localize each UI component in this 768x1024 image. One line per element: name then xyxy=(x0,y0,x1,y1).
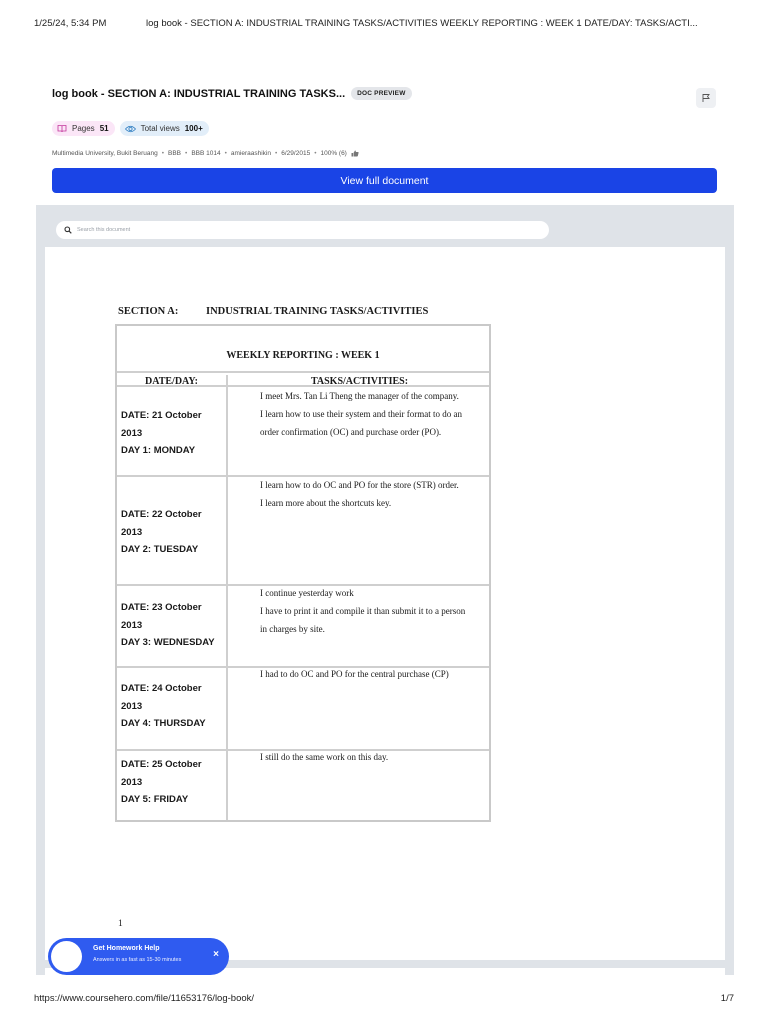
print-timestamp: 1/25/24, 5:34 PM xyxy=(34,18,107,29)
table-row-tasks xyxy=(260,665,492,683)
day-label: DAY 3: WEDNESDAY xyxy=(121,637,215,648)
date-line: DATE: 22 October xyxy=(121,509,202,520)
meta-separator: • xyxy=(274,150,278,157)
date-year: 2013 xyxy=(121,619,143,631)
doc-title: log book - SECTION A: INDUSTRIAL TRAINING TASKS... xyxy=(52,87,346,100)
document-viewer xyxy=(36,205,734,975)
doc-meta-row xyxy=(52,150,359,157)
meta-separator: • xyxy=(314,150,317,157)
section-title: INDUSTRIAL TRAINING TASKS/ACTIVITIES xyxy=(206,306,429,317)
task-line: I meet Mrs. Tan Li Theng the manager of the company. xyxy=(260,391,459,401)
pages-value: 51 xyxy=(99,124,109,133)
meta-rating: 100% (6) xyxy=(320,150,347,157)
meta-school[interactable]: Multimedia University, Bukit Beruang xyxy=(52,150,158,157)
section-label: SECTION A: xyxy=(118,306,179,317)
table-row-date xyxy=(121,506,225,559)
print-footer xyxy=(34,993,734,1004)
column-header-tasks: TASKS/ACTIVITIES: xyxy=(310,376,409,387)
date-year: 2013 xyxy=(121,427,143,439)
print-title: log book - SECTION A: INDUSTRIAL TRAINING TASKS/ACTIVITIES WEEKLY REPORTING : WEEK 1 DATE/DAY: TASKS/ACTI... xyxy=(146,18,698,29)
print-header xyxy=(34,18,734,29)
day-label: DAY 5: FRIDAY xyxy=(121,794,189,805)
weekly-title: WEEKLY REPORTING : WEEK 1 xyxy=(226,350,380,361)
section-heading xyxy=(118,306,429,317)
date-year: 2013 xyxy=(121,776,143,788)
search-input[interactable] xyxy=(56,221,549,239)
pages-label: Pages xyxy=(72,124,95,133)
doc-preview-badge: DOC PREVIEW xyxy=(351,87,411,100)
page-number: 1 xyxy=(118,919,123,929)
search-icon xyxy=(64,226,72,234)
task-line: order confirmation (OC) and purchase order (PO). xyxy=(260,427,442,437)
document-page xyxy=(45,247,725,960)
homework-help-avatar xyxy=(51,941,82,972)
day-label: DAY 4: THURSDAY xyxy=(121,718,206,729)
meta-separator: • xyxy=(161,150,165,157)
task-line: I have to print it and compile it than submit it to a person xyxy=(260,606,466,616)
task-line: I continue yesterday work xyxy=(260,588,354,598)
stats-row xyxy=(52,121,209,136)
meta-course-code[interactable]: BBB 1014 xyxy=(191,150,221,157)
day-label: DAY 1: MONDAY xyxy=(121,445,196,456)
date-year: 2013 xyxy=(121,526,143,538)
task-line: I learn how to use their system and their format to do an xyxy=(260,409,462,419)
meta-course[interactable]: BBB xyxy=(168,150,182,157)
weekly-log-table xyxy=(115,324,491,822)
table-row-tasks xyxy=(260,387,492,441)
views-value: 100+ xyxy=(184,124,203,133)
eye-icon xyxy=(125,125,136,133)
date-line: DATE: 24 October xyxy=(121,683,202,694)
task-line: I learn how to do OC and PO for the store (STR) order. xyxy=(260,480,459,490)
homework-help-widget[interactable] xyxy=(48,938,229,975)
date-line: DATE: 23 October xyxy=(121,602,202,613)
table-row-date xyxy=(121,756,225,809)
doc-title-row xyxy=(52,87,716,100)
flag-icon xyxy=(701,93,711,103)
table-row-tasks xyxy=(260,584,492,638)
day-label: DAY 2: TUESDAY xyxy=(121,544,199,555)
search-placeholder: Search this document xyxy=(77,227,131,233)
book-icon xyxy=(57,124,67,133)
meta-separator: • xyxy=(224,150,227,157)
thumbs-up-icon xyxy=(351,150,359,157)
column-header-date: DATE/DAY: xyxy=(145,376,198,387)
task-line: I learn more about the shortcuts key. xyxy=(260,498,392,508)
date-year: 2013 xyxy=(121,700,143,712)
task-line: I still do the same work on this day. xyxy=(260,752,389,762)
views-pill xyxy=(120,121,209,136)
views-label: Total views xyxy=(140,124,180,133)
date-line: DATE: 21 October xyxy=(121,410,202,421)
table-row-tasks xyxy=(260,476,492,512)
table-divider xyxy=(117,371,489,373)
print-url: https://www.coursehero.com/file/11653176/log-book/ xyxy=(34,993,255,1004)
table-row-date xyxy=(121,680,225,733)
table-row-tasks xyxy=(260,748,492,766)
table-column-divider xyxy=(226,375,228,820)
date-line: DATE: 25 October xyxy=(121,759,202,770)
view-full-document-button[interactable]: View full document xyxy=(52,168,717,193)
task-line: I had to do OC and PO for the central purchase (CP) xyxy=(260,669,449,679)
meta-separator: • xyxy=(185,150,188,157)
homework-help-subtitle: Answers in as fast as 15-30 minutes xyxy=(93,957,182,963)
meta-date: 6/29/2015 xyxy=(281,150,311,157)
table-row-date xyxy=(121,599,225,652)
homework-help-title: Get Homework Help xyxy=(93,945,160,952)
close-icon[interactable]: × xyxy=(213,949,219,960)
flag-button[interactable] xyxy=(696,88,716,108)
table-row-date xyxy=(121,407,225,460)
print-page-count: 1/7 xyxy=(720,993,734,1004)
meta-author[interactable]: amieraashikin xyxy=(230,150,271,157)
task-line: in charges by site. xyxy=(260,624,325,634)
pages-pill xyxy=(52,121,115,136)
